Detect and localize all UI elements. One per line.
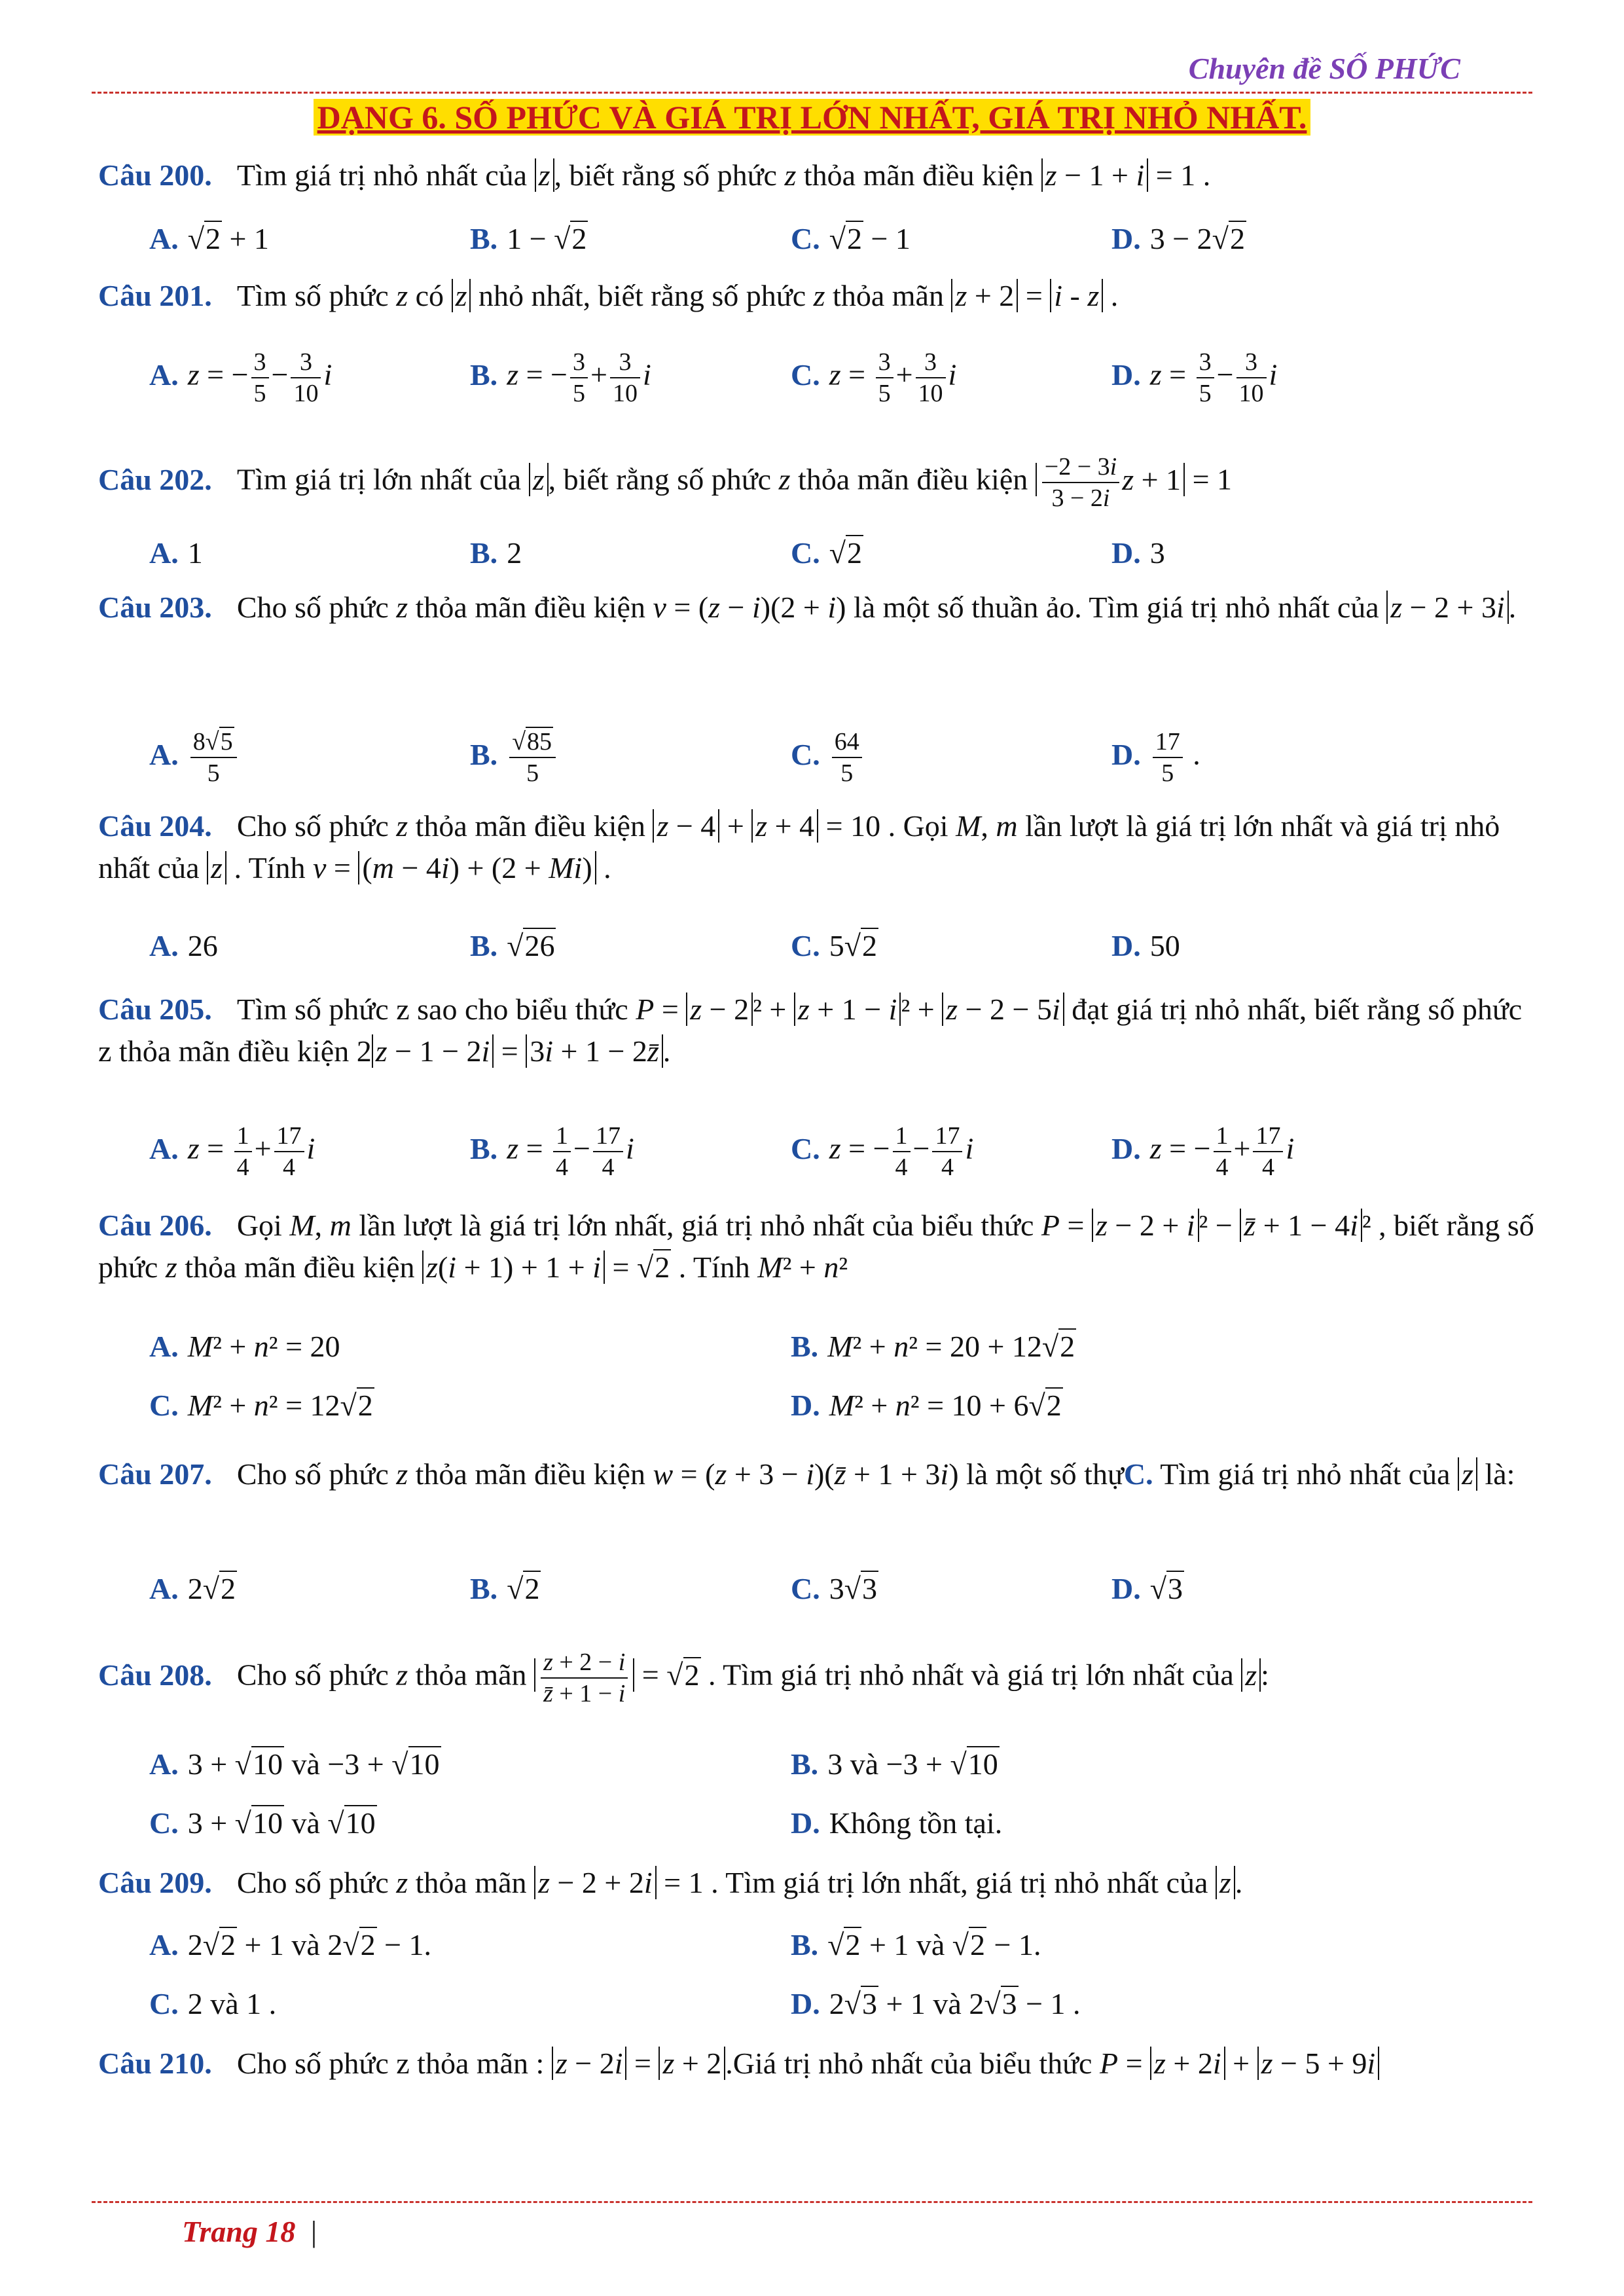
page-number: 18: [265, 2215, 296, 2248]
question-204: Câu 204. Cho số phức z thỏa mãn điều kiện z − 4 + z + 4 = 10 . Gọi M, m lần lượt là giá trị lớn nhất và giá trị nhỏ nhất của z . Tính v = (m − 4i) + (2 + Mi) .: [98, 809, 1500, 884]
page-label: Trang: [182, 2215, 258, 2248]
question-207: Câu 207. Cho số phức z thỏa mãn điều kiện w = (z + 3 − i)(z̄ + 1 + 3i) là một số thựC. Tìm giá trị nhỏ nhất của z là:: [98, 1457, 1515, 1491]
footer-separator: |: [310, 2215, 317, 2248]
question-206: Câu 206. Gọi M, m lần lượt là giá trị lớn nhất, giá trị nhỏ nhất của biểu thức P = z − 2 + i ² − z̄ + 1 − 4i ² , biết rằng số phức z thỏa mãn điều kiện z(i + 1) + 1 + i = √2 . Tính M² + n²: [98, 1209, 1534, 1284]
question-201: Câu 201. Tìm số phức z có z nhỏ nhất, biết rằng số phức z thỏa mãn z + 2 = i - z .: [98, 279, 1119, 312]
question-205: Câu 205. Tìm số phức z sao cho biểu thức P = z − 2 ² + z + 1 − i ² + z − 2 − 5i đạt giá trị nhỏ nhất, biết rằng số phức z thỏa mãn điều kiện 2 z − 1 − 2i = 3i + 1 − 2z̄ .: [98, 993, 1523, 1068]
header-topic-name: SỐ PHỨC: [1329, 52, 1460, 85]
header-topic: [1189, 51, 1460, 86]
question-202: Câu 202. Tìm giá trị lớn nhất của z , biết rằng số phức z thỏa mãn điều kiện $\frac{-2 - 3i}{3 - 2i}$ z + 1 = 1: [98, 453, 1233, 512]
question-210: Câu 210. Cho số phức z thỏa mãn : z − 2i = z + 2 .Giá trị nhỏ nhất của biểu thức P = z + 2i + z − 5 + 9i: [98, 2043, 1536, 2085]
question-200: Câu 200. Tìm giá trị nhỏ nhất của z , biết rằng số phức z thỏa mãn điều kiện z − 1 + i = 1 .: [98, 158, 1211, 192]
page-footer: [182, 2214, 317, 2249]
question-208: Câu 208. Cho số phức z thỏa mãn $\frac{z + 2 - i}{z̄ + 1 - i}$ = √2 . Tìm giá trị nhỏ nhất và giá trị lớn nhất của z :: [98, 1649, 1269, 1707]
header-prefix: Chuyên đề: [1188, 52, 1329, 85]
question-209: Câu 209. Cho số phức z thỏa mãn z − 2 + 2i = 1 . Tìm giá trị lớn nhất, giá trị nhỏ nhất của z .: [98, 1866, 1243, 1899]
section-title: DẠNG 6. SỐ PHỨC VÀ GIÁ TRỊ LỚN NHẤT, GIÁ TRỊ NHỎ NHẤT.: [0, 98, 1624, 136]
header-rule: [92, 92, 1532, 94]
footer-rule: [92, 2201, 1532, 2203]
question-203: Câu 203. Cho số phức z thỏa mãn điều kiện v = (z − i)(2 + i) là một số thuần ảo. Tìm giá trị nhỏ nhất của z − 2 + 3i .: [98, 591, 1517, 624]
